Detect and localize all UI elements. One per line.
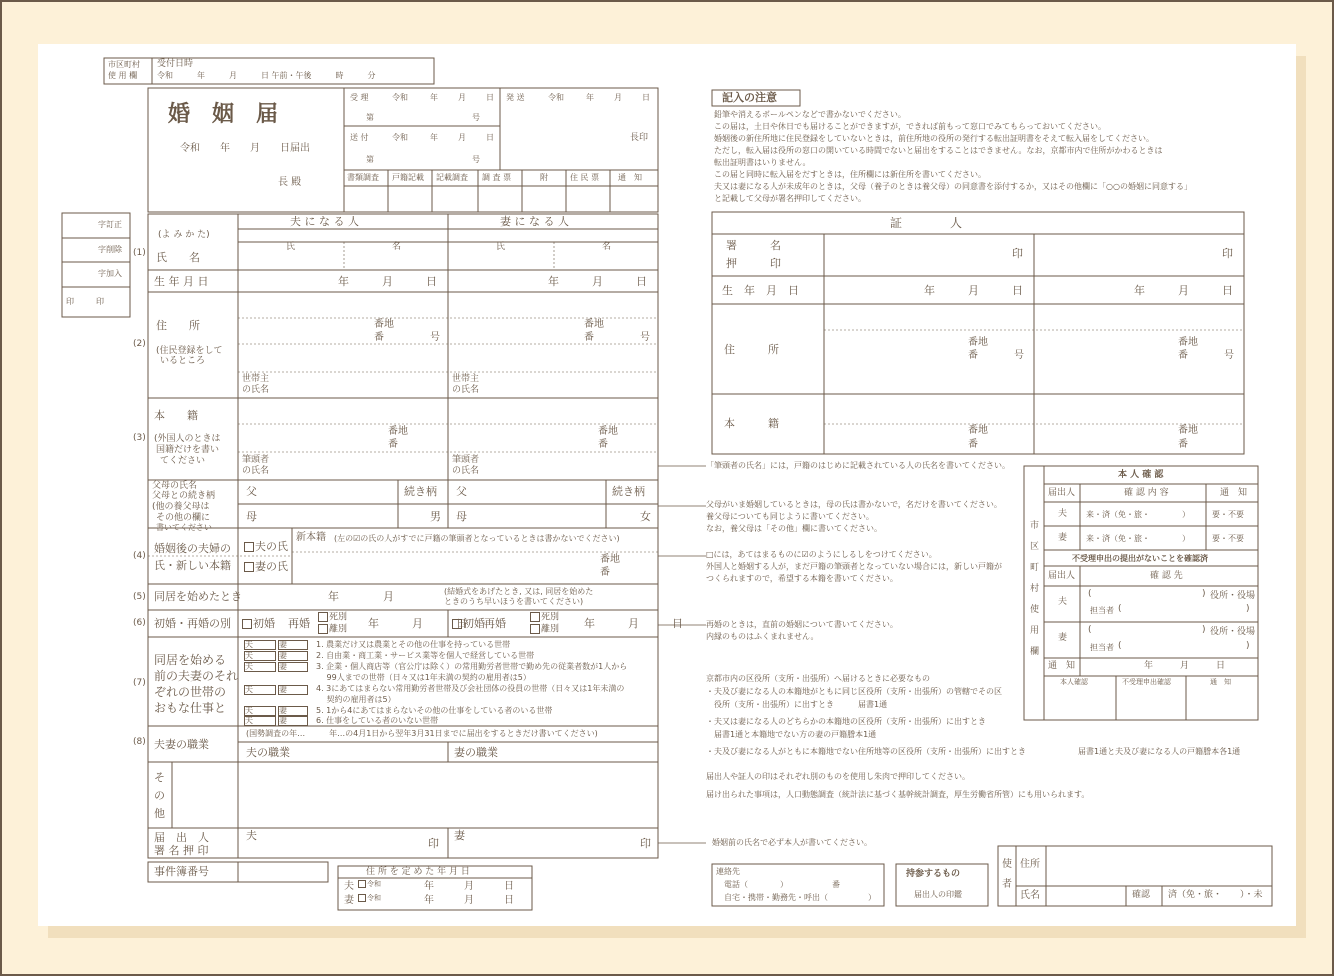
father-label: 父: [456, 485, 467, 498]
head-label: の氏名: [452, 385, 480, 395]
paren: (: [1118, 604, 1122, 614]
husband-label: 夫: [1058, 509, 1068, 519]
parents-note: (他の養父母は: [152, 502, 210, 512]
husband-label: 夫: [1058, 597, 1068, 607]
mother-label: 母: [456, 510, 467, 523]
confirm-sub: 不受理申出確認: [1122, 678, 1171, 686]
wife-remarriage-date: 年 月 日: [584, 617, 683, 630]
address-note: (住民登録をして: [156, 346, 223, 356]
dest-label: 確 認 先: [1150, 571, 1183, 581]
hitto-label: 筆頭者: [452, 455, 480, 465]
ban-label: 番: [1178, 439, 1188, 450]
honseki-note: (外国人のときは: [154, 434, 221, 444]
signature-label: 届 出 人: [154, 831, 209, 844]
sei-label: 氏: [286, 242, 296, 252]
year-label: 年: [430, 93, 438, 102]
mei-label: 名: [602, 242, 612, 252]
era-label: 令和: [392, 93, 408, 102]
row-number: (7): [133, 678, 146, 688]
banchi-label: 番地: [1178, 337, 1198, 348]
side-note: 届出人や証人の印はそれぞれ別のものを使用し朱肉で押印してください。: [706, 772, 970, 781]
cohabitation-label: 同居を始めたとき: [154, 590, 242, 603]
paren: ): [1202, 625, 1206, 635]
witness-2-birth: 年 月 日: [1134, 284, 1233, 297]
side-note: 再婚のときは，直前の婚姻について書いてください。: [706, 620, 898, 629]
banchi-label: 番地: [968, 337, 988, 348]
user-confirm-status: 済（免・旅・ ）・未: [1168, 890, 1263, 900]
after-marriage-label: 氏・新しい本籍: [154, 559, 231, 572]
birth-label: 生 年 月 日: [154, 275, 209, 288]
accept-label: 受 理: [350, 93, 369, 102]
option-label: 死別: [329, 612, 348, 623]
wife-surname-option[interactable]: [244, 561, 288, 572]
cohabitation-note: (結婚式をあげたとき, 又は, 同居を始めた: [444, 587, 594, 596]
gou-label: 号: [472, 155, 480, 164]
side-note: 届書1通と夫及び妻になる人の戸籍謄本各1通: [1078, 747, 1241, 756]
wife-occupation: 妻の職業: [454, 746, 498, 759]
husband-visit: 来・済（免・旅・ ）: [1086, 510, 1190, 519]
addressee: 長 殿: [278, 177, 302, 188]
husband-death-option[interactable]: [318, 612, 347, 623]
wife-box[interactable]: 妻: [278, 662, 308, 672]
ban-label: 番: [968, 439, 978, 450]
witness-honseki-label: 本 籍: [724, 417, 779, 430]
checkbox-icon[interactable]: [452, 619, 462, 629]
check-cell: 戸籍記載: [392, 173, 424, 182]
no-label: 第: [366, 113, 374, 122]
side-note: ・夫及び妻になる人がともに本籍地でない住所地等の区役所（支所・出張所）に出すとき: [706, 747, 1026, 756]
note-line: この届は，土日や休日でも届けることができますが，できれば前もって窓口でみてもらっておいてください。: [714, 122, 1106, 131]
wife-divorce-option[interactable]: [530, 624, 559, 635]
banchi-label: 番地: [374, 319, 394, 330]
job-row-5[interactable]: [244, 706, 310, 716]
confirm-sub: 本人確認: [1060, 678, 1088, 686]
month-label: 月: [458, 133, 466, 142]
job-row-1[interactable]: [244, 640, 310, 650]
paren: ): [1202, 589, 1206, 599]
confirm-title: 本 人 確 認: [1118, 470, 1164, 480]
witness-1-seal: 印: [1012, 247, 1023, 260]
witness-birth-label: 生 年 月 日: [722, 284, 799, 297]
after-marriage-label: 婚姻後の夫婦の: [154, 542, 231, 555]
honseki-note: 国籍だけを書い: [156, 445, 220, 455]
notification-date: 年 月 日: [1144, 661, 1226, 671]
gou-label: 号: [1224, 350, 1234, 361]
wife-box[interactable]: 妻: [278, 651, 308, 661]
job-option: 1. 農業だけ又は農業とその他の仕事を持っている世帯: [316, 640, 511, 649]
option-label: 初婚: [253, 617, 275, 630]
wife-first-option[interactable]: [452, 618, 485, 629]
contact-title: 連絡先: [716, 867, 740, 876]
era-text: 令和: [367, 894, 381, 902]
bring-item: 届出人の印鑑: [914, 890, 962, 899]
ban-label: 番: [600, 567, 610, 578]
paren: (: [1088, 625, 1092, 635]
husband-occupation: 夫の職業: [246, 746, 290, 759]
fujuri-label: 不受理申出の提出がないことを確認済: [1072, 554, 1208, 563]
work-label: ぞれの世帯の: [154, 685, 227, 699]
mark-seal-2: 印: [96, 297, 104, 306]
witness-sign-label: 押 印: [726, 257, 781, 270]
head-label: 世帯主: [242, 374, 270, 384]
note-line: 夫又は妻になる人が未成年のときは，父母（養子のときは養父母）の同意書を添付するか，又はその他欄に「○○の婚姻に同意する」: [714, 182, 1192, 191]
remarriage-label: 再婚: [484, 617, 506, 630]
witness-1-birth: 年 月 日: [924, 284, 1023, 297]
wife-box[interactable]: 妻: [278, 640, 308, 650]
hitto-label: 筆頭者: [242, 455, 270, 465]
option-label: 死別: [541, 612, 560, 623]
other-label: の: [154, 789, 165, 802]
confirm-sub: 通 知: [1210, 678, 1231, 686]
male-label: 男: [430, 510, 441, 523]
wife-seal: 印: [640, 837, 651, 850]
applicant-label: 届出人: [1048, 571, 1076, 581]
mei-label: 名: [392, 242, 402, 252]
relation-label: 続き柄: [612, 485, 645, 498]
side-note: 内縁のものはふくまれません。: [706, 632, 819, 641]
notification-label: 通 知: [1048, 661, 1076, 671]
received-date-line: 令和 年 月 日 午前・午後 時 分: [157, 71, 376, 80]
paren: ): [1246, 641, 1250, 651]
banchi-label: 番地: [1178, 425, 1198, 436]
witness-2-seal: 印: [1222, 247, 1233, 260]
job-option: 5. 1から4にあてはまらないその他の仕事をしている者のいる世帯: [316, 706, 553, 715]
office-label-1: 市区町村: [108, 60, 140, 69]
check-cell: 通 知: [618, 173, 642, 182]
father-label: 父: [246, 485, 257, 498]
signature-label: 署 名 押 印: [154, 844, 209, 857]
husband-seal: 印: [428, 837, 439, 850]
wife-era[interactable]: [358, 894, 381, 902]
note-line: 転出証明書はいりません。: [714, 158, 811, 167]
side-note: つくられますので，希望する本籍を書いてください。: [706, 574, 898, 583]
contact-tel: 電話（ ） 番: [724, 880, 840, 889]
note-line: 鉛筆や消えるボールペンなどで書かないでください。: [714, 110, 906, 119]
option-label: 夫の氏: [255, 540, 288, 553]
husband-need: 要・不要: [1212, 510, 1244, 519]
mark-del: 字削除: [98, 245, 122, 254]
new-honseki-note: (左の☑の氏の人がすでに戸籍の筆頭者となっているときは書かないでください): [334, 534, 620, 543]
check-cell: 書類調査: [347, 173, 379, 182]
side-note: 届書1通: [858, 700, 888, 709]
wife-visit: 来・済（免・旅・ ）: [1086, 534, 1190, 543]
work-label: 前の夫妻のそれ: [154, 669, 239, 683]
staff-label: 担当者: [1090, 606, 1114, 615]
side-note: 婚姻前の氏名で必ず本人が書いてください。: [712, 838, 872, 847]
gou-label: 号: [640, 332, 650, 343]
case-number-label: 事件簿番号: [154, 865, 209, 878]
honseki-label: 本 籍: [154, 409, 198, 422]
checkbox-icon[interactable]: [530, 624, 540, 634]
gou-label: 号: [430, 332, 440, 343]
checkbox-icon[interactable]: [244, 562, 254, 572]
check-cell: 記載調査: [436, 173, 468, 182]
job-option: 4. 3にあてはまらない常用勤労者世帯及び会社団体の役員の世帯（日々又は1年未満の: [316, 684, 625, 693]
occupation-label: 夫妻の職業: [154, 738, 209, 751]
user-label: 使: [1002, 859, 1012, 870]
row-number: (5): [133, 592, 146, 602]
day-label: 日: [486, 93, 494, 102]
address-date-title: 住 所 を 定 め た 年 月 日: [366, 867, 470, 877]
wife-box[interactable]: 妻: [278, 706, 308, 716]
check-cell: 附: [540, 173, 548, 182]
row-number: (4): [133, 551, 146, 561]
other-label: そ: [154, 771, 165, 784]
row-number: (1): [133, 248, 146, 258]
ban-label: 番: [584, 332, 594, 343]
husband-surname-option[interactable]: [244, 541, 288, 552]
paren: (: [1088, 589, 1092, 599]
banchi-label: 番地: [600, 554, 620, 565]
office-label: 役所・役場: [1210, 627, 1256, 637]
name-label: 氏 名: [156, 251, 200, 264]
banchi-label: 番地: [968, 425, 988, 436]
cohabitation-note: ときのうち早いほうを書いてください): [444, 597, 584, 606]
husband-box[interactable]: 夫: [244, 651, 276, 661]
office-label-2: 使 用 欄: [108, 71, 138, 80]
job-option: 99人までの世帯（日々又は1年未満の契約の雇用者は5）: [316, 673, 531, 682]
parents-label: 父母との続き柄: [152, 491, 216, 501]
user-label: 者: [1002, 879, 1012, 890]
job-row-3[interactable]: [244, 662, 310, 672]
side-note: ・夫又は妻になる人のどちらかの本籍地の区役所（支所・出張所）に出すとき: [706, 717, 986, 726]
hitto-label: の氏名: [242, 466, 270, 476]
user-confirm-label: 確認: [1132, 890, 1151, 900]
female-label: 女: [640, 510, 651, 523]
wife-death-option[interactable]: [530, 612, 559, 623]
checkbox-icon[interactable]: [358, 894, 366, 902]
day-label: 日: [642, 93, 650, 102]
note-line: と記載して父母が署名押印してください。: [714, 194, 866, 203]
side-note: 京都市内の区役所（支所・出張所）へ届けるときに必要なもの: [706, 674, 930, 683]
era-label: 令和: [392, 133, 408, 142]
husband-addr-date: 年 月 日: [424, 881, 514, 892]
husband-era[interactable]: [358, 880, 381, 888]
notify-label: 通 知: [1220, 488, 1248, 498]
check-cell: 調 査 票: [482, 173, 512, 182]
era-label: 令和: [548, 93, 564, 102]
husband-divorce-option[interactable]: [318, 624, 347, 635]
side-note: 外国人と婚姻する人が，まだ戸籍の筆頭者となっていない場合には，新しい戸籍が: [706, 562, 1002, 571]
option-label: 離別: [329, 624, 348, 635]
check-cell: 住 民 票: [570, 173, 600, 182]
husband-box[interactable]: 夫: [244, 716, 276, 726]
witness-address-label: 住 所: [724, 343, 779, 356]
husband-first-option[interactable]: [242, 618, 275, 629]
row-number: (2): [133, 339, 146, 349]
banchi-label: 番地: [598, 426, 618, 437]
husband-remarriage-date: 年 月 日: [368, 617, 467, 630]
side-note: 役所（支所・出張所）に出すとき: [706, 700, 834, 709]
husband-box[interactable]: 夫: [244, 640, 276, 650]
side-note: ・夫及び妻になる人の本籍地がともに同じ区役所（支所・出張所）の管轄でその区: [706, 687, 1002, 696]
ban-label: 番: [968, 350, 978, 361]
address-note: いるところ: [160, 356, 206, 366]
side-note: なお，養父母は「その他」欄に書いてください。: [706, 524, 882, 533]
wife-label: 妻: [1058, 633, 1068, 643]
mother-label: 母: [246, 510, 257, 523]
wife-box[interactable]: 妻: [278, 716, 308, 726]
no-label: 第: [366, 155, 374, 164]
witness-title: 証 人: [890, 216, 963, 230]
hitto-label: の氏名: [452, 466, 480, 476]
confirm-side-label: 市区町村使用欄: [1030, 521, 1040, 657]
gou-label: 号: [1014, 350, 1024, 361]
side-note: 養父母についても同じように書いてください。: [706, 512, 874, 521]
husband-box[interactable]: 夫: [244, 706, 276, 716]
option-label: 初婚: [463, 617, 485, 630]
notes-title: 記入の注意: [722, 91, 777, 104]
staff-label: 担当者: [1090, 643, 1114, 652]
ban-label: 番: [374, 332, 384, 343]
address-label: 住 所: [156, 319, 200, 332]
wife-header: 妻 に な る 人: [500, 215, 569, 228]
option-label: 離別: [541, 624, 560, 635]
head-label: の氏名: [242, 385, 270, 395]
checkbox-icon[interactable]: [244, 542, 254, 552]
job-row-4[interactable]: [244, 685, 310, 695]
office-label: 役所・役場: [1210, 591, 1256, 601]
job-option: 契約の雇用者は5）: [316, 695, 396, 704]
checkbox-icon[interactable]: [318, 624, 328, 634]
checkbox-icon[interactable]: [242, 619, 252, 629]
side-note: 届書1通と本籍地でない方の妻の戸籍謄本1通: [706, 730, 877, 739]
paren: (: [1118, 641, 1122, 651]
month-label: 月: [614, 93, 622, 102]
wife-sign-label: 妻: [454, 829, 465, 842]
ban-label: 番: [598, 439, 608, 450]
applicant-label: 届出人: [1048, 488, 1076, 498]
honseki-note: てください: [160, 456, 206, 466]
paren: ): [1246, 604, 1250, 614]
wife-label: 妻: [344, 895, 354, 906]
year-label: 年: [586, 93, 594, 102]
work-label: 同居を始める: [154, 653, 227, 667]
job-row-2[interactable]: [244, 651, 310, 661]
row-number: (8): [133, 737, 146, 747]
dispatch-label: 発 送: [506, 93, 525, 102]
mark-fix: 字訂正: [98, 220, 122, 229]
job-option: 2. 自由業・商工業・サービス業等を個人で経営している世帯: [316, 651, 535, 660]
wife-label: 妻: [1058, 533, 1068, 543]
job-option: 6. 仕事をしている者のいない世帯: [316, 716, 439, 725]
work-label: おもな仕事と: [154, 701, 227, 715]
user-name-label: 氏名: [1020, 890, 1040, 901]
received-label: 受付日時: [157, 59, 194, 69]
job-option: 3. 企業・個人商店等（官公庁は除く）の常用勤労者世帯で勤め先の従業者数が1人から: [316, 662, 628, 671]
ban-label: 番: [1178, 350, 1188, 361]
parents-note: 書いてください: [156, 523, 212, 532]
yomi-label: (よ み か た): [158, 230, 210, 240]
bring-title: 持参するもの: [906, 869, 961, 879]
husband-label: 夫: [344, 881, 354, 892]
checkbox-icon[interactable]: [530, 612, 540, 622]
relation-label: 続き柄: [404, 485, 437, 498]
job-row-6[interactable]: [244, 716, 310, 726]
note-line: この届と同時に転入届をだすときは，住所欄には新住所を書いてください。: [714, 170, 986, 179]
row-number: (6): [133, 618, 146, 628]
note-line: ただし，転入届は役所の窓口の開いている時間でないと届出をすることはできません。なお，京都市内で住所がかわるときは: [714, 146, 1163, 155]
option-label: 妻の氏: [255, 560, 288, 573]
banchi-label: 番地: [584, 319, 604, 330]
mark-add: 字加入: [98, 269, 122, 278]
month-label: 月: [458, 93, 466, 102]
day-label: 日: [486, 133, 494, 142]
sei-label: 氏: [496, 242, 506, 252]
parents-label: 父母の氏名: [152, 481, 198, 491]
side-note: 届け出られた事項は，人口動態調査（統計法に基づく基幹統計調査，厚生労働省所管）にも用いられます。: [706, 790, 1090, 799]
submission-date: 令和 年 月 日届出: [180, 143, 310, 154]
side-note: 父母がいま婚姻しているときは，母の氏は書かないで，名だけを書いてください。: [706, 500, 1002, 509]
banchi-label: 番地: [388, 426, 408, 437]
wife-box[interactable]: 妻: [278, 685, 308, 695]
era-text: 令和: [367, 880, 381, 888]
census-note: (国勢調査の年… 年…の4月1日から翌年3月31日までに届出をするときだけ書いてください): [246, 729, 598, 738]
form-title: 婚 姻 届: [168, 102, 279, 127]
other-label: 他: [154, 807, 165, 820]
side-note: □には，あてはまるものに☑のようにしるしをつけてください。: [706, 550, 937, 559]
wife-addr-date: 年 月 日: [424, 895, 514, 906]
checkbox-icon[interactable]: [358, 880, 366, 888]
mark-seal-1: 印: [66, 297, 74, 306]
ban-label: 番: [388, 439, 398, 450]
new-honseki-label: 新本籍: [296, 532, 326, 543]
husband-sign-label: 夫: [246, 829, 257, 842]
row-number: (3): [133, 433, 146, 443]
head-label: 世帯主: [452, 374, 480, 384]
checkbox-icon[interactable]: [318, 612, 328, 622]
cohabitation-ym: 年 月: [328, 590, 394, 603]
witness-sign-label: 署 名: [726, 239, 781, 252]
gou-label: 号: [472, 113, 480, 122]
first-re-label: 初婚・再婚の別: [154, 617, 231, 630]
contact-place: 自宅・携帯・勤務先・呼出（ ）: [724, 893, 876, 902]
husband-box[interactable]: 夫: [244, 662, 276, 672]
side-note: 「筆頭者の氏名」には，戸籍のはじめに記載されている人の氏名を書いてください。: [706, 461, 1010, 470]
content-label: 確 認 内 容: [1124, 488, 1169, 498]
chief-seal: 長印: [630, 133, 649, 143]
parents-note: その他の欄に: [156, 513, 211, 523]
wife-need: 要・不要: [1212, 534, 1244, 543]
remarriage-label: 再婚: [288, 617, 310, 630]
note-line: 婚姻後の新住所地に住民登録をしていないときは，前住所地の役所の発行する転出証明書をそえて転入届をしてください。: [714, 134, 1154, 143]
send-label: 送 付: [350, 133, 369, 142]
year-label: 年: [430, 133, 438, 142]
user-address-label: 住所: [1020, 859, 1040, 870]
husband-box[interactable]: 夫: [244, 685, 276, 695]
wife-birth-ymd: 年 月 日: [548, 275, 647, 288]
husband-birth-ymd: 年 月 日: [338, 275, 437, 288]
husband-header: 夫 に な る 人: [290, 215, 359, 228]
